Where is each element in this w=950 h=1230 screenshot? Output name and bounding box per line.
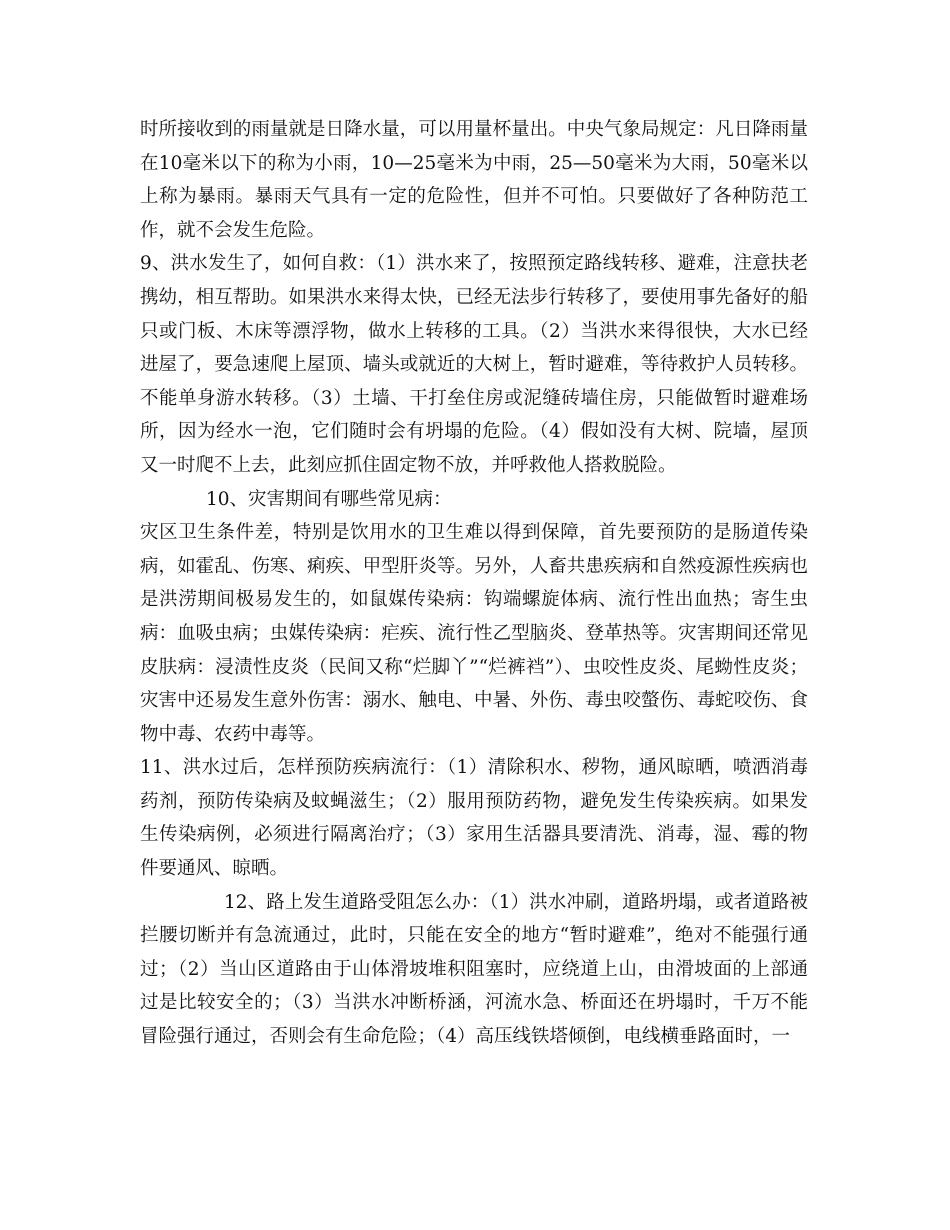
paragraph-disease-prevention: 11、洪水过后，怎样预防疾病流行：（1）清除积水、秽物，通风晾晒，喷洒消毒药剂，预防传染病及蚊蝇滋生；（2）服用预防药物，避免发生传染疾病。如果发生传染病例，必须进行隔离治疗；（3）家用生活器具要清洗、消毒，湿、霉的物件要通风、晾晒。 [140, 757, 808, 880]
document-body [140, 113, 808, 1054]
paragraph-common-diseases: 灾区卫生条件差，特别是饮用水的卫生难以得到保障，首先要预防的是肠道传染病，如霍乱、伤寒、痢疾、甲型肝炎等。另外，人畜共患疾病和自然疫源性疾病也是洪涝期间极易发生的，如鼠媒传染病：钩端螺旋体病、流行性出血热；寄生虫病：血吸虫病；虫媒传染病：疟疾、流行性乙型脑炎、登革热等。灾害期间还常见皮肤病：浸渍性皮炎（民间又称“烂脚丫”“烂裤裆”）、虫咬性皮炎、尾蚴性皮炎；灾害中还易发生意外伤害：溺水、触电、中暑、外伤、毒虫咬螫伤、毒蛇咬伤、食物中毒、农药中毒等。 [140, 522, 808, 745]
heading-common-diseases: 10、灾害期间有哪些常见病： [206, 488, 452, 510]
paragraph-rainfall-levels: 时所接收到的雨量就是日降水量，可以用量杯量出。中央气象局规定：凡日降雨量在10毫米以下的称为小雨，10—25毫米为中雨，25—50毫米为大雨，50毫米以上称为暴雨。暴雨天气具有一定的危险性，但并不可怕。只要做好了各种防范工作，就不会发生危险。 [140, 119, 808, 241]
paragraph-flood-self-rescue: 9、洪水发生了，如何自救：（1）洪水来了，按照预定路线转移、避难，注意扶老携幼，相互帮助。如果洪水来得太快，已经无法步行转移了，要使用事先备好的船只或门板、木床等漂浮物，做水上转移的工具。（2）当洪水来得很快，大水已经进屋了，要急速爬上屋顶、墙头或就近的大树上，暂时避难，等待救护人员转移。不能单身游水转移。（3）土墙、干打垒住房或泥缝砖墙住房，只能做暂时避难场所，因为经水一泡，它们随时会有坍塌的危险。（4）假如没有大树、院墙，屋顶又一时爬不上去，此刻应抓住固定物不放，并呼救他人搭救脱险。 [140, 253, 808, 476]
paragraph-road-blocked: 12、路上发生道路受阻怎么办：（1）洪水冲刷，道路坍塌，或者道路被拦腰切断并有急流通过，此时，只能在安全的地方“暂时避难”，绝对不能强行通过；（2）当山区道路由于山体滑坡堆积阻塞时，应绕道上山，由滑坡面的上部通过是比较安全的；（3）当洪水冲断桥涵，河流水急、桥面还在坍塌时，千万不能冒险强行通过，否则会有生命危险；（4）高压线铁塔倾倒，电线横垂路面时，一 [140, 891, 808, 1048]
